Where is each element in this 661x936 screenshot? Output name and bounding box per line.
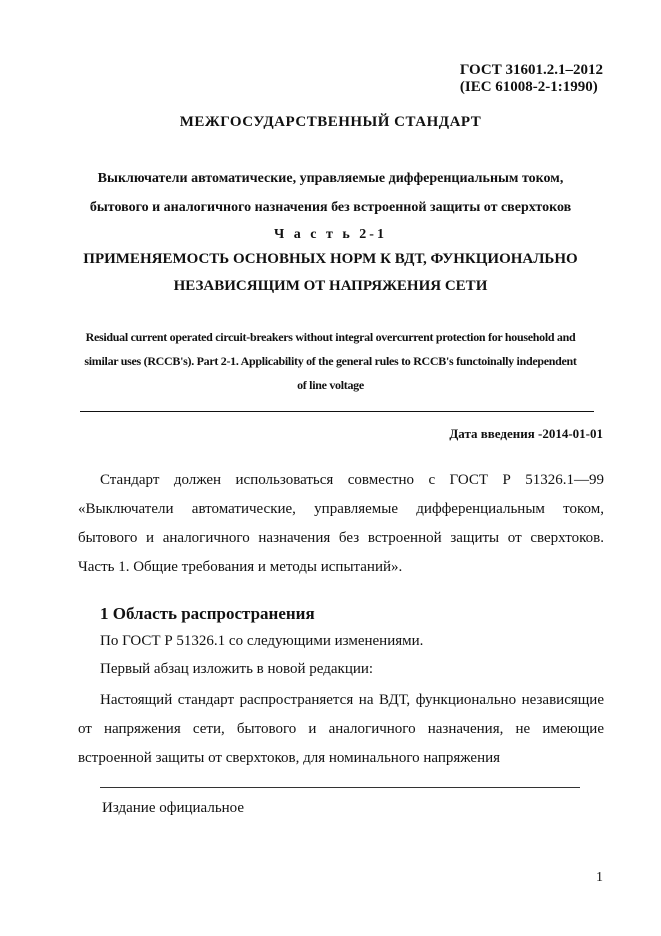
title-caps-line-1: ПРИМЕНЯЕМОСТЬ ОСНОВНЫХ НОРМ К ВДТ, ФУНКЦИОНАЛЬНО: [83, 251, 578, 267]
part-label: Ч а с т ь 2-1: [274, 227, 387, 242]
title-en-line-1: Residual current operated circuit-breakers without integral overcurrent protection for household and: [85, 330, 576, 344]
iec-number: (IEC 61008-2-1:1990): [459, 79, 598, 95]
page-number: 1: [596, 870, 603, 885]
standard-type: МЕЖГОСУДАРСТВЕННЫЙ СТАНДАРТ: [179, 114, 482, 130]
footnote-divider: [100, 787, 580, 788]
title-ru-line-2: бытового и аналогичного назначения без встроенной защиты от сверхтоков: [89, 200, 572, 215]
title-ru-line-1: Выключатели автоматические, управляемые дифференциальным током,: [97, 171, 564, 186]
gost-number: ГОСТ 31601.2.1–2012: [459, 62, 603, 78]
section-heading: 1 Область распространения: [100, 604, 315, 623]
document-header: [460, 62, 603, 96]
title-en-line-3: of line voltage: [297, 378, 364, 392]
section-line-2: Первый абзац изложить в новой редакции:: [100, 661, 374, 677]
edition-note: Издание официальное: [102, 800, 245, 816]
title-en-line-2: similar uses (RCCB's). Part 2-1. Applicability of the general rules to RCCB's functoinally independent: [84, 354, 577, 368]
section-line-1: По ГОСТ Р 51326.1 со следующими изменениями.: [100, 633, 424, 649]
intro-date: Дата введения -2014-01-01: [449, 426, 603, 441]
section-paragraph: Настоящий стандарт распространяется на ВДТ, функционально независящие от напряжения сети, бытового и аналогичного назначения, не имеющие встроенной защиты от сверхтоков, для номинального напряжения: [78, 692, 604, 766]
title-divider: [80, 411, 594, 412]
title-caps-line-2: НЕЗАВИСЯЩИМ ОТ НАПРЯЖЕНИЯ СЕТИ: [173, 278, 488, 294]
intro-paragraph: Стандарт должен использоваться совместно с ГОСТ Р 51326.1—99 «Выключатели автоматические, управляемые дифференциальным током, бытового и аналогичного назначения без встроенной защиты от сверхтоков. Часть 1. Общие требования и методы испытаний».: [78, 472, 604, 575]
